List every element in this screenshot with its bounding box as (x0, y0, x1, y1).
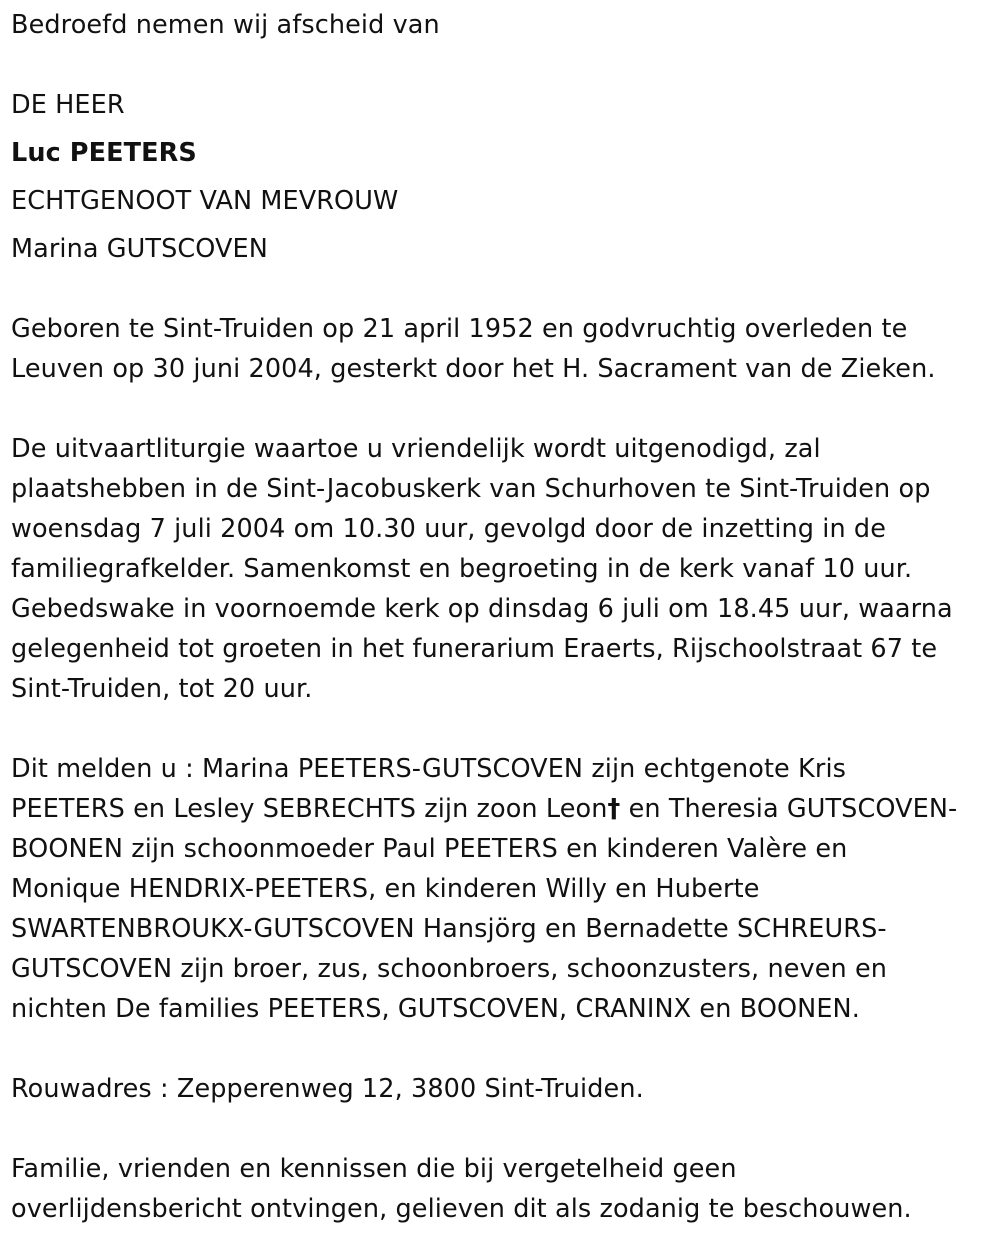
deceased-name: Luc PEETERS (11, 138, 197, 168)
honorific-title: DE HEER (11, 90, 125, 120)
funeral-line: woensdag 7 juli 2004 om 10.30 uur, gevolgd door de inzetting in de (11, 514, 886, 544)
funeral-line: familiegrafkelder. Samenkomst en begroeting in de kerk vanaf 10 uur. (11, 554, 913, 584)
announcers-line (11, 789, 957, 829)
announcers-line: nichten De families PEETERS, GUTSCOVEN, CRANINX en BOONEN. (11, 994, 860, 1024)
closing-line: overlijdensbericht ontvingen, gelieven dit als zodanig te beschouwen. (11, 1194, 912, 1224)
birth-death-line: Geboren te Sint-Truiden op 21 april 1952 en godvruchtig overleden te (11, 314, 908, 344)
funeral-line: Gebedswake in voornoemde kerk op dinsdag 6 juli om 18.45 uur, waarna (11, 594, 953, 624)
spouse-name: Marina GUTSCOVEN (11, 234, 268, 264)
funeral-line: plaatshebben in de Sint-Jacobuskerk van Schurhoven te Sint-Truiden op (11, 474, 931, 504)
intro-text: Bedroefd nemen wij afscheid van (11, 10, 440, 40)
announcers-line: SWARTENBROUKX-GUTSCOVEN Hansjörg en Bernadette SCHREURS- (11, 914, 887, 944)
announcers-line: GUTSCOVEN zijn broer, zus, schoonbroers, schoonzusters, neven en (11, 954, 888, 984)
deceased-cross-icon: † (607, 794, 621, 824)
announcers-line: Monique HENDRIX-PEETERS, en kinderen Willy en Huberte (11, 874, 760, 904)
spouse-label: ECHTGENOOT VAN MEVROUW (11, 186, 399, 216)
announcers-text: PEETERS en Lesley SEBRECHTS zijn zoon Leon (11, 794, 608, 824)
announcers-line: BOONEN zijn schoonmoeder Paul PEETERS en kinderen Valère en (11, 834, 848, 864)
announcers-line: Dit melden u : Marina PEETERS-GUTSCOVEN zijn echtgenote Kris (11, 754, 847, 784)
closing-line: Familie, vrienden en kennissen die bij vergetelheid geen (11, 1154, 737, 1184)
funeral-line: Sint-Truiden, tot 20 uur. (11, 674, 313, 704)
announcers-text: en Theresia GUTSCOVEN- (620, 794, 958, 824)
mourning-address: Rouwadres : Zepperenweg 12, 3800 Sint-Truiden. (11, 1074, 644, 1104)
funeral-line: gelegenheid tot groeten in het funerarium Eraerts, Rijschoolstraat 67 te (11, 634, 938, 664)
funeral-line: De uitvaartliturgie waartoe u vriendelijk wordt uitgenodigd, zal (11, 434, 821, 464)
birth-death-line: Leuven op 30 juni 2004, gesterkt door het H. Sacrament van de Zieken. (11, 354, 936, 384)
